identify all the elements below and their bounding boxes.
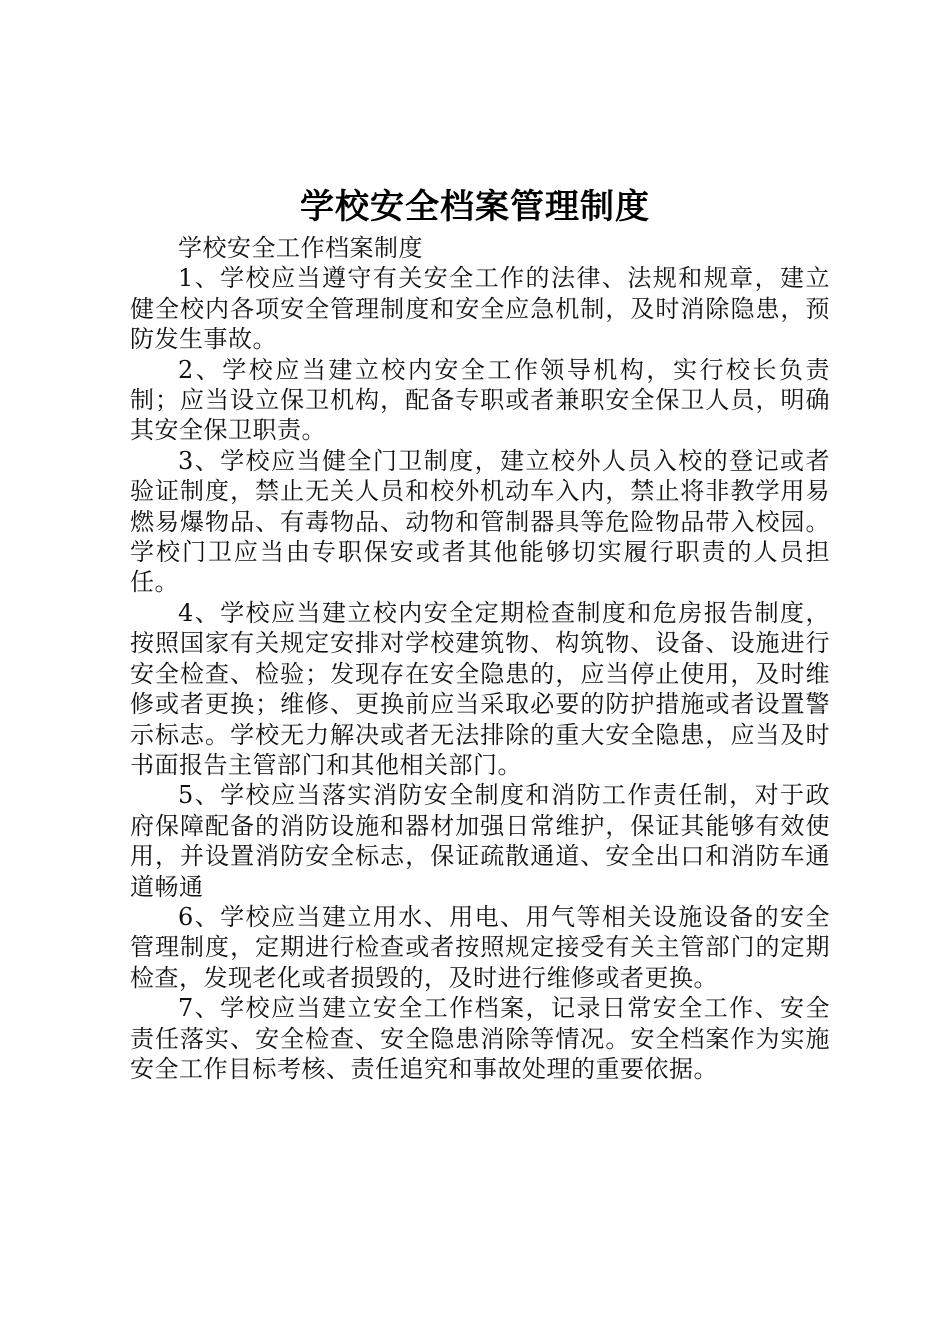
paragraph-7: 7、学校应当建立安全工作档案，记录日常安全工作、安全责任落实、安全检查、安全隐患消除等情况。安全档案作为实施安全工作目标考核、责任追究和事故处理的重要依据。 [130, 994, 830, 1083]
paragraph-4: 4、学校应当建立校内安全定期检查制度和危房报告制度，按照国家有关规定安排对学校建筑物、构筑物、设备、设施进行安全检查、检验；发现存在安全隐患的，应当停止使用，及时维修或者更换；维修、更换前应当采取必要的防护措施或者设置警示标志。学校无力解决或者无法排除的重大安全隐患，应当及时书面报告主管部门和其他相关部门。 [130, 598, 830, 779]
paragraph-1: 1、学校应当遵守有关安全工作的法律、法规和规章，建立健全校内各项安全管理制度和安全应急机制，及时消除隐患，预防发生事故。 [130, 264, 830, 354]
document-subtitle: 学校安全工作档案制度 [178, 234, 423, 262]
paragraph-2: 2、学校应当建立校内安全工作领导机构，实行校长负责制；应当设立保卫机构，配备专职或者兼职安全保卫人员，明确其安全保卫职责。 [130, 355, 830, 445]
paragraph-6: 6、学校应当建立用水、用电、用气等相关设施设备的安全管理制度，定期进行检查或者按照规定接受有关主管部门的定期检查，发现老化或者损毁的，及时进行维修或者更换。 [130, 902, 830, 992]
paragraph-5: 5、学校应当落实消防安全制度和消防工作责任制，对于政府保障配备的消防设施和器材加强日常维护，保证其能够有效使用，并设置消防安全标志，保证疏散通道、安全出口和消防车通道畅通 [130, 781, 830, 901]
document-body [130, 233, 830, 1084]
paragraph-3: 3、学校应当健全门卫制度，建立校外人员入校的登记或者验证制度，禁止无关人员和校外机动车入内，禁止将非教学用易燃易爆物品、有毒物品、动物和管制器具等危险物品带入校园。学校门卫应当由专职保安或者其他能够切实履行职责的人员担任。 [130, 446, 830, 597]
document-title: 学校安全档案管理制度 [300, 187, 650, 227]
